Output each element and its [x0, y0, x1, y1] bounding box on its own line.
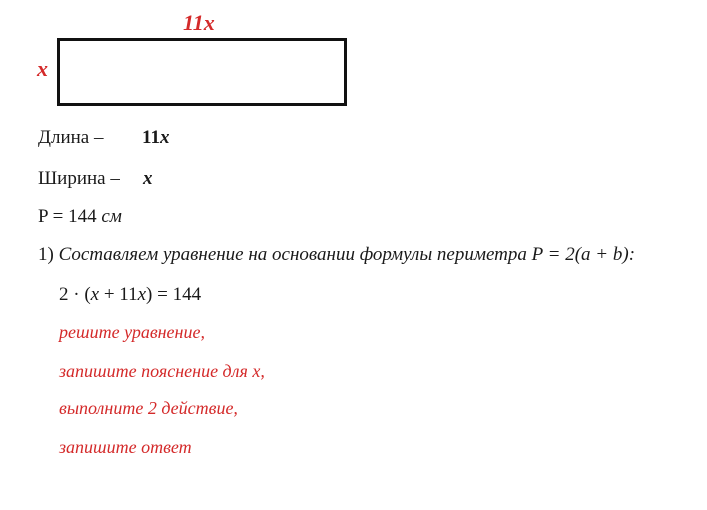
- step-1-line: [38, 244, 635, 266]
- equation-part: 2 · (: [59, 284, 91, 305]
- perimeter-unit: см: [101, 206, 122, 227]
- length-label: Длина –: [38, 127, 104, 148]
- instruction-answer: запишите ответ: [59, 437, 192, 457]
- instruction-solve: решите уравнение,: [59, 322, 205, 342]
- width-label: Ширина –: [38, 168, 120, 189]
- perimeter-line: [38, 206, 122, 228]
- equation: [59, 284, 201, 306]
- instruction-step-2: выполните 2 действие,: [59, 398, 238, 418]
- rectangle-length-label: 11x: [183, 10, 215, 35]
- length-value-variable: x: [159, 127, 170, 148]
- width-value: x: [143, 168, 153, 189]
- equation-variable: x: [90, 284, 100, 305]
- instruction-explain-x: запишите пояснение для х,: [59, 361, 265, 381]
- equation-variable: x: [137, 284, 147, 305]
- equation-part: + 11: [99, 284, 138, 305]
- length-value: [142, 127, 169, 149]
- rectangle-shape: [57, 38, 347, 106]
- equation-part: ) = 144: [146, 284, 202, 305]
- rectangle-width-label: x: [37, 56, 48, 81]
- length-value-number: 11: [142, 127, 160, 148]
- perimeter-value: P = 144: [38, 206, 97, 227]
- step-1-number: 1): [38, 244, 54, 265]
- step-1-text: Составляем уравнение на основании формулы периметра P = 2(a + b):: [58, 244, 636, 265]
